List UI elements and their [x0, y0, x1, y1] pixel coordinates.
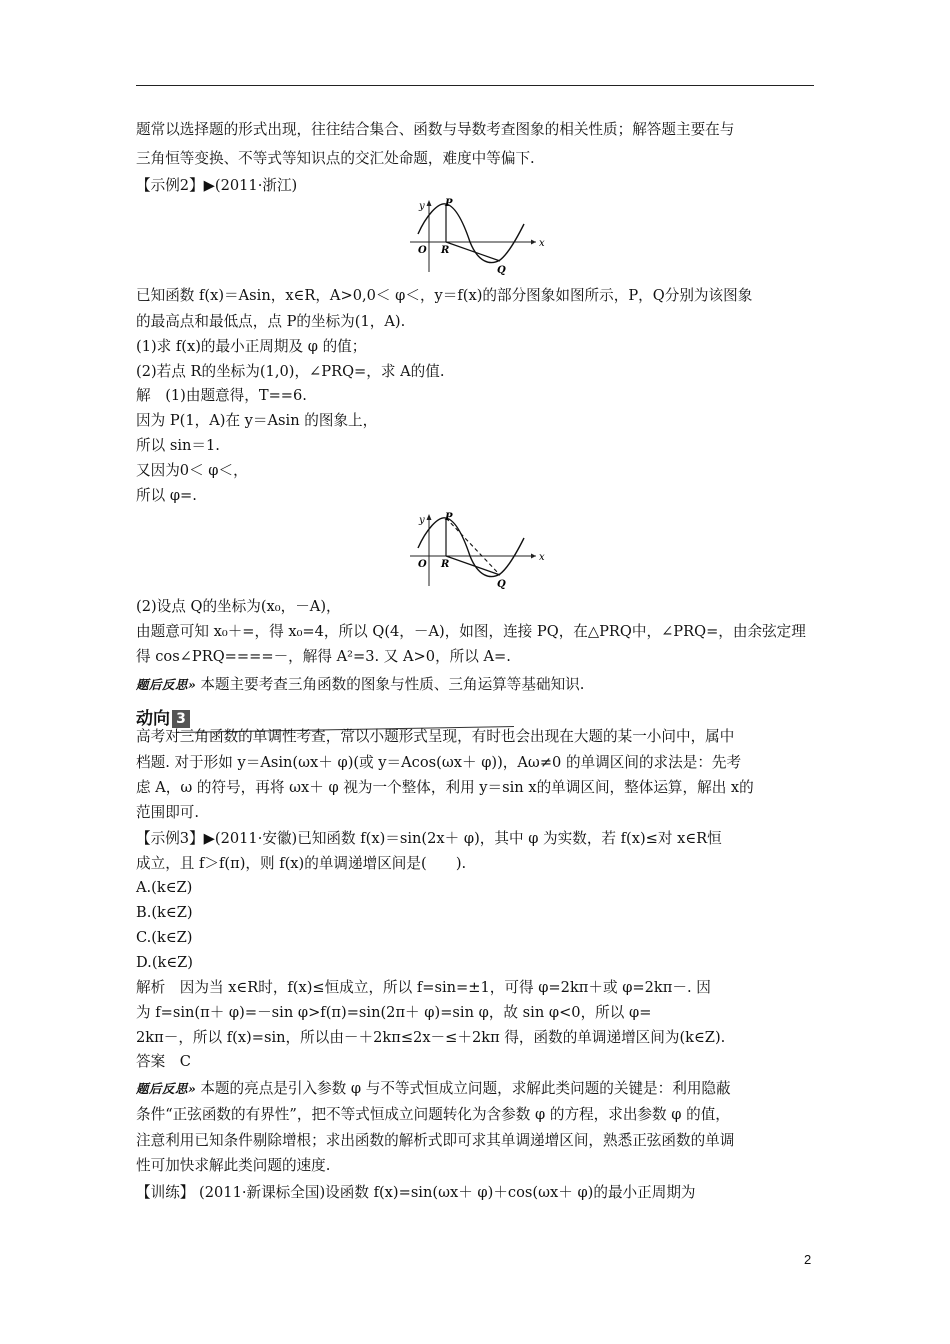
example-3-heading: 【示例3】▶(2011·安徽)已知函数 f(x)＝sin(2x＋ φ)，其中 φ 为实数，若 f(x)≤对 x∈R恒 — [136, 830, 722, 847]
reflection-tag: 题后反思» — [136, 1081, 197, 1096]
text-line: (1)求 f(x)的最小正周期及 φ 的值； — [136, 338, 367, 355]
text-line: 注意利用已知条件剔除增根；求出函数的解析式即可求其单调递增区间，熟悉正弦函数的单调 — [136, 1132, 735, 1149]
text-line: 性可加快求解此类问题的速度. — [136, 1157, 331, 1174]
sine-figure-1 — [408, 196, 548, 276]
answer-line: 答案 C — [136, 1053, 191, 1070]
point-q-label: Q — [497, 265, 506, 276]
reflection-line — [136, 675, 584, 695]
text-line: 题常以选择题的形式出现，往往结合集合、函数与导数考查图象的相关性质；解答题主要在与 — [136, 121, 735, 138]
text-line: 所以 φ=. — [136, 487, 197, 504]
point-p-label: P — [445, 198, 453, 209]
option-b: B.(k∈Z) — [136, 904, 193, 921]
origin-label: O — [418, 245, 427, 256]
option-d: D.(k∈Z) — [136, 954, 193, 971]
text-line: 成立，且 f＞f(π)，则 f(x)的单调递增区间是( ). — [136, 855, 467, 872]
option-c: C.(k∈Z) — [136, 929, 193, 946]
reflection-text: 本题主要考查三角函数的图象与性质、三角运算等基础知识. — [200, 676, 585, 693]
section-heading-text: 动向 — [136, 709, 170, 729]
x-axis-label: x — [539, 552, 545, 563]
text-line: 又因为0＜ φ＜， — [136, 462, 248, 479]
text-line: 解 (1)由题意得，T==6. — [136, 387, 307, 404]
option-a: A.(k∈Z) — [136, 879, 193, 896]
point-p-label: P — [445, 512, 453, 523]
text-line: 已知函数 f(x)＝Asin，x∈R，A>0,0＜ φ＜，y＝f(x)的部分图象如图所示，P，Q分别为该图象 — [136, 287, 753, 304]
text-line: 虑 A，ω 的符号，再将 ωx＋ φ 视为一个整体，利用 y＝sin x的单调区间，整体运算，解出 x的 — [136, 779, 754, 796]
y-axis-label: y — [419, 201, 425, 212]
page-number: 2 — [804, 1252, 812, 1267]
text-line: 因为 P(1，A)在 y＝Asin 的图象上， — [136, 412, 378, 429]
text-line: 解析 因为当 x∈R时，f(x)≤恒成立，所以 f=sin=±1，可得 φ=2kπ＋或 φ=2kπ－. 因 — [136, 979, 711, 996]
y-axis-label: y — [419, 515, 425, 526]
point-q-label: Q — [497, 579, 506, 590]
text-line: 所以 sin＝1. — [136, 437, 220, 454]
x-axis-label: x — [539, 238, 545, 249]
reflection-text: 本题的亮点是引入参数 φ 与不等式恒成立问题，求解此类问题的关键是：利用隐蔽 — [200, 1080, 731, 1097]
origin-label: O — [418, 559, 427, 570]
header-rule — [136, 85, 814, 86]
point-r-label: R — [441, 559, 450, 570]
text-line: 2kπ－，所以 f(x)=sin，所以由－＋2kπ≤2x－≤＋2kπ 得，函数的单调递增区间为(k∈Z). — [136, 1029, 726, 1046]
text-line: 档题. 对于形如 y＝Asin(ωx＋ φ)(或 y＝Acos(ωx＋ φ))，Aω≠0 的单调区间的求法是：先考 — [136, 754, 742, 771]
text-line: 三角恒等变换、不等式等知识点的交汇处命题，难度中等偏下. — [136, 150, 535, 167]
text-line: 由题意可知 x₀＋=，得 x₀=4，所以 Q(4，－A)，如图，连接 PQ，在△PRQ中，∠PRQ=，由余弦定理 — [136, 623, 806, 640]
text-line: 范围即可. — [136, 804, 200, 821]
text-line: (2)若点 R的坐标为(1,0)，∠PRQ=，求 A的值. — [136, 363, 445, 380]
section-heading-number: 3 — [172, 710, 190, 728]
example-2-heading: 【示例2】▶(2011·浙江) — [136, 177, 298, 194]
reflection-tag: 题后反思» — [136, 677, 197, 692]
reflection-line — [136, 1079, 731, 1099]
text-line: 得 cos∠PRQ====－，解得 A²=3. 又 A>0，所以 A=. — [136, 648, 511, 665]
text-line: 的最高点和最低点，点 P的坐标为(1，A). — [136, 313, 406, 330]
point-r-label: R — [441, 245, 450, 256]
text-line: 为 f=sin(π＋ φ)=－sin φ>f(π)=sin(2π＋ φ)=sin φ，故 sin φ<0，所以 φ= — [136, 1004, 652, 1021]
training-line: 【训练】 (2011·新课标全国)设函数 f(x)=sin(ωx＋ φ)＋cos(ωx＋ φ)的最小正周期为 — [136, 1184, 696, 1201]
text-line: 高考对三角函数的单调性考查，常以小题形式呈现，有时也会出现在大题的某一小问中，属中 — [136, 728, 735, 745]
text-line: 条件“正弦函数的有界性”，把不等式恒成立问题转化为含参数 φ 的方程，求出参数 φ 的值， — [136, 1106, 730, 1123]
text-line: (2)设点 Q的坐标为(x₀，－A)， — [136, 598, 341, 615]
sine-figure-2 — [408, 510, 548, 590]
